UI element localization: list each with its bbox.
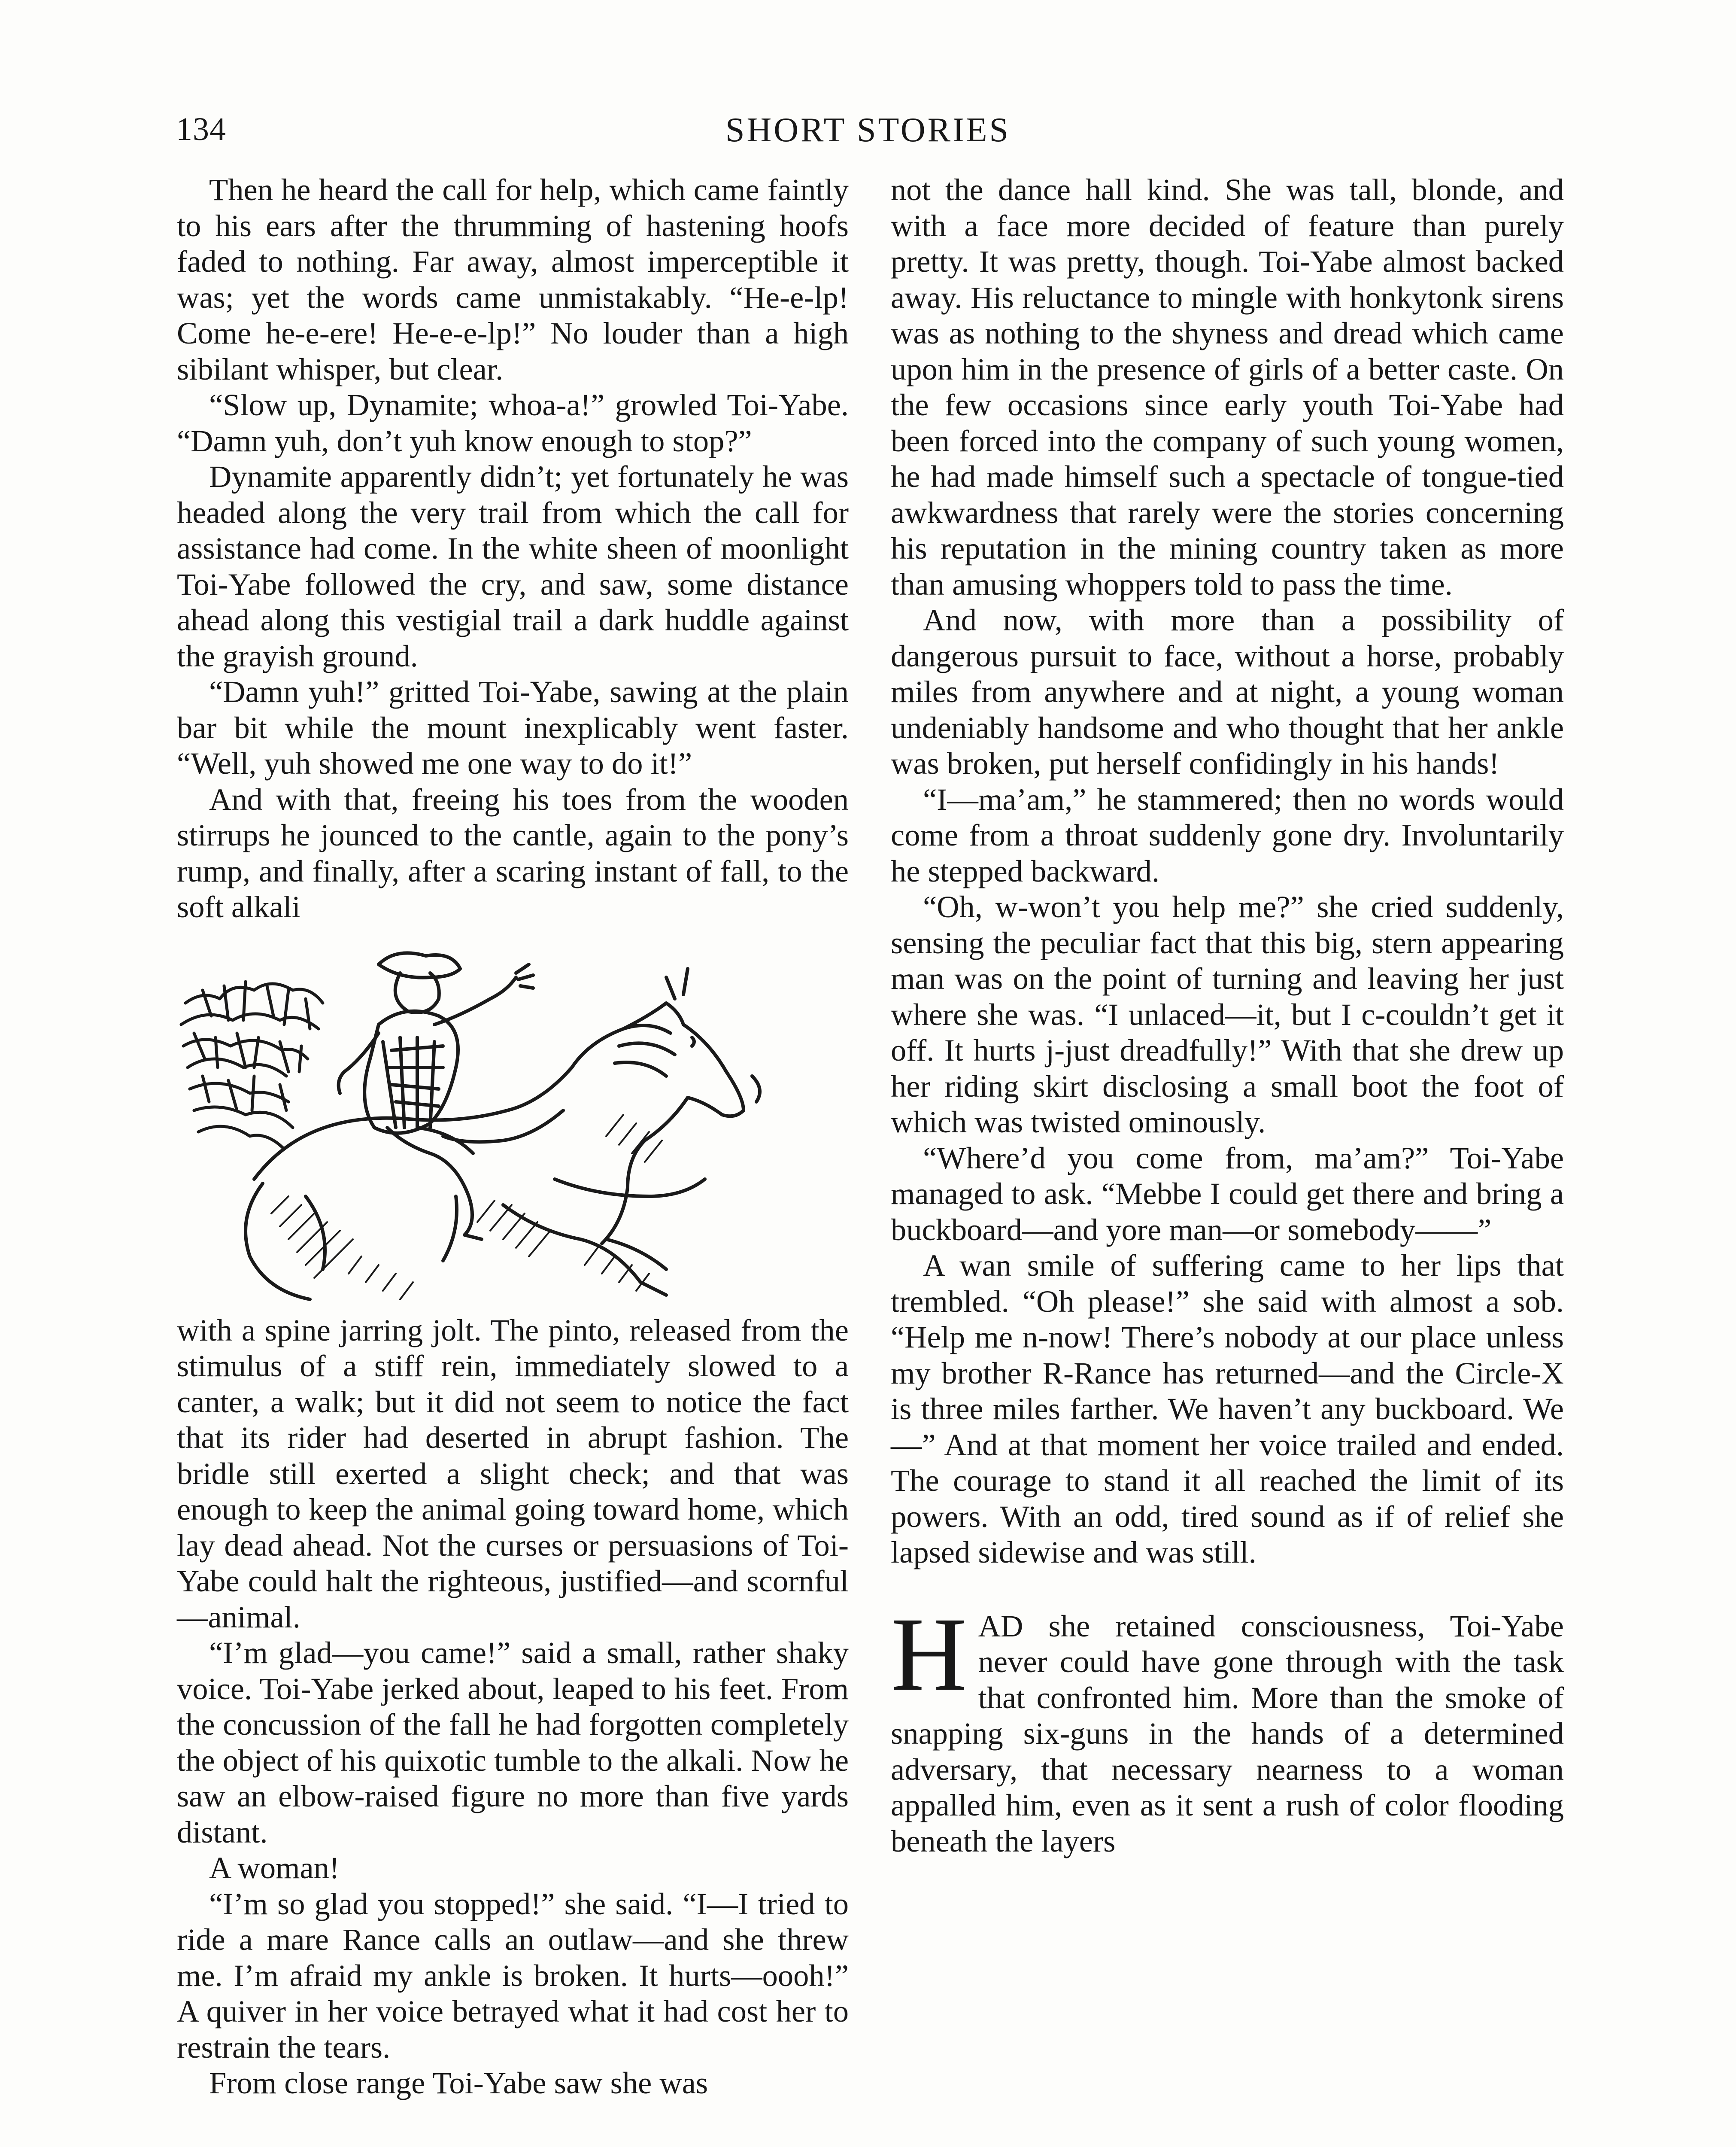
- paragraph: And now, with more than a possibility of dangerous pursuit to face, without a horse, probably miles from anywhere and at night, a young woman undeniably handsome and who thought that her ankle was broken, put herself confidingly in his hands!: [891, 602, 1564, 781]
- section-opening-paragraph: [891, 1596, 1564, 1859]
- paragraph: “I—ma’am,” he stammered; then no words would come from a throat suddenly gone dry. Involuntarily he stepped backward.: [891, 782, 1564, 888]
- cowboy-rider: [339, 953, 533, 1239]
- page-number: 134: [176, 111, 226, 147]
- running-head: SHORT STORIES: [725, 111, 1011, 149]
- paragraph: with a spine jarring jolt. The pinto, released from the stimulus of a stiff rein, immediately slowed to a canter, a walk; but it did not seem to notice the fact that its rider had deserted in abrupt fashion. The bridle still exerted a slight check; and that was enough to keep the animal going toward home, which lay dead ahead. Not the curses or persuasions of Toi-Yabe could halt the righteous, justified—and scornful—animal.: [177, 1312, 849, 1634]
- left-column: [177, 172, 849, 2101]
- drop-cap: H: [891, 1596, 967, 1713]
- paragraph: And with that, freeing his toes from the wooden stirrups he jounced to the cantle, again to the pony’s rump, and finally, after a scaring instant of fall, to the soft alkali: [177, 782, 849, 924]
- paragraph: A woman!: [209, 1850, 340, 1885]
- paragraph: “Where’d you come from, ma’am?” Toi-Yabe managed to ask. “Mebbe I could get there and bring a buckboard—and yore man—or somebody——”: [891, 1140, 1564, 1247]
- paragraph: “Slow up, Dynamite; whoa-a!” growled Toi-Yabe. “Damn yuh, don’t yuh know enough to stop?”: [177, 387, 849, 458]
- galloping-horse: [246, 969, 760, 1299]
- paragraph: “Damn yuh!” gritted Toi-Yabe, sawing at the plain bar bit while the mount inexplicably went faster. “Well, yuh showed me one way to do it!”: [177, 674, 849, 781]
- paragraph: From close range Toi-Yabe saw she was: [209, 2065, 708, 2100]
- paragraph: “Oh, w-won’t you help me?” she cried suddenly, sensing the peculiar fact that this big, stern appearing man was on the point of turning and leaving her just where she was. “I unlaced—it, but I c-couldn’t get it off. It hurts j-just dreadfully!” With that she drew up her riding skirt disclosing a small boot the foot of which was twisted ominously.: [891, 889, 1564, 1139]
- horse-rider-illustration: [177, 939, 849, 1308]
- paragraph: not the dance hall kind. She was tall, blonde, and with a face more decided of feature than purely pretty. It was pretty, though. Toi-Yabe almost backed away. His reluctance to mingle with honkytonk sirens was as nothing to the shyness and dread which came upon him in the presence of girls of a better caste. On the few occasions since early youth Toi-Yabe had been forced into the company of such young women, he had made himself such a spectacle of tongue-tied awkwardness that rarely were the stories concerning his reputation in the mining country taken as more than amusing whoppers told to pass the time.: [891, 172, 1564, 602]
- paragraph: “I’m so glad you stopped!” she said. “I—I tried to ride a mare Rance calls an outlaw—and she threw me. I’m afraid my ankle is broken. It hurts—oooh!” A quiver in her voice betrayed what it had cost her to restrain the tears.: [177, 1886, 849, 2065]
- paragraph: Then he heard the call for help, which came faintly to his ears after the thrumming of hastening hoofs faded to nothing. Far away, almost imperceptible it was; yet the words came unmistakably. “He-e-lp! Come he-e-ere! He-e-e-lp!” No louder than a high sibilant whisper, but clear.: [177, 172, 849, 386]
- paragraph: A wan smile of suffering came to her lips that trembled. “Oh please!” she said with almost a sob. “Help me n-now! There’s nobody at our place unless my brother R-Rance has returned—and the Circle-X is three miles farther. We haven’t any buckboard. We—” And at that moment her voice trailed and ended. The courage to stand it all reached the limit of its powers. With an odd, tired sound as if of relief she lapsed sidewise and was still.: [891, 1248, 1564, 1569]
- brush-thicket: [181, 982, 323, 1149]
- section-opening-text: AD she retained consciousness, Toi-Yabe never could have gone through with the task that confronted him. More than the smoke of snapping six-guns in the hands of a determined adversary, that necessary nearness to a woman appalled him, even as it sent a rush of color flooding beneath the layers: [891, 1608, 1564, 1858]
- right-column: [891, 172, 1564, 1859]
- paragraph: Dynamite apparently didn’t; yet fortunately he was headed along the very trail from which the call for assistance had come. In the white sheen of moonlight Toi-Yabe followed the cry, and saw, some distance ahead along this vestigial trail a dark huddle against the grayish ground.: [177, 459, 849, 673]
- paragraph: “I’m glad—you came!” said a small, rather shaky voice. Toi-Yabe jerked about, leaped to his feet. From the concussion of the fall he had forgotten completely the object of his quixotic tumble to the alkali. Now he saw an elbow-raised figure no more than five yards distant.: [177, 1635, 849, 1849]
